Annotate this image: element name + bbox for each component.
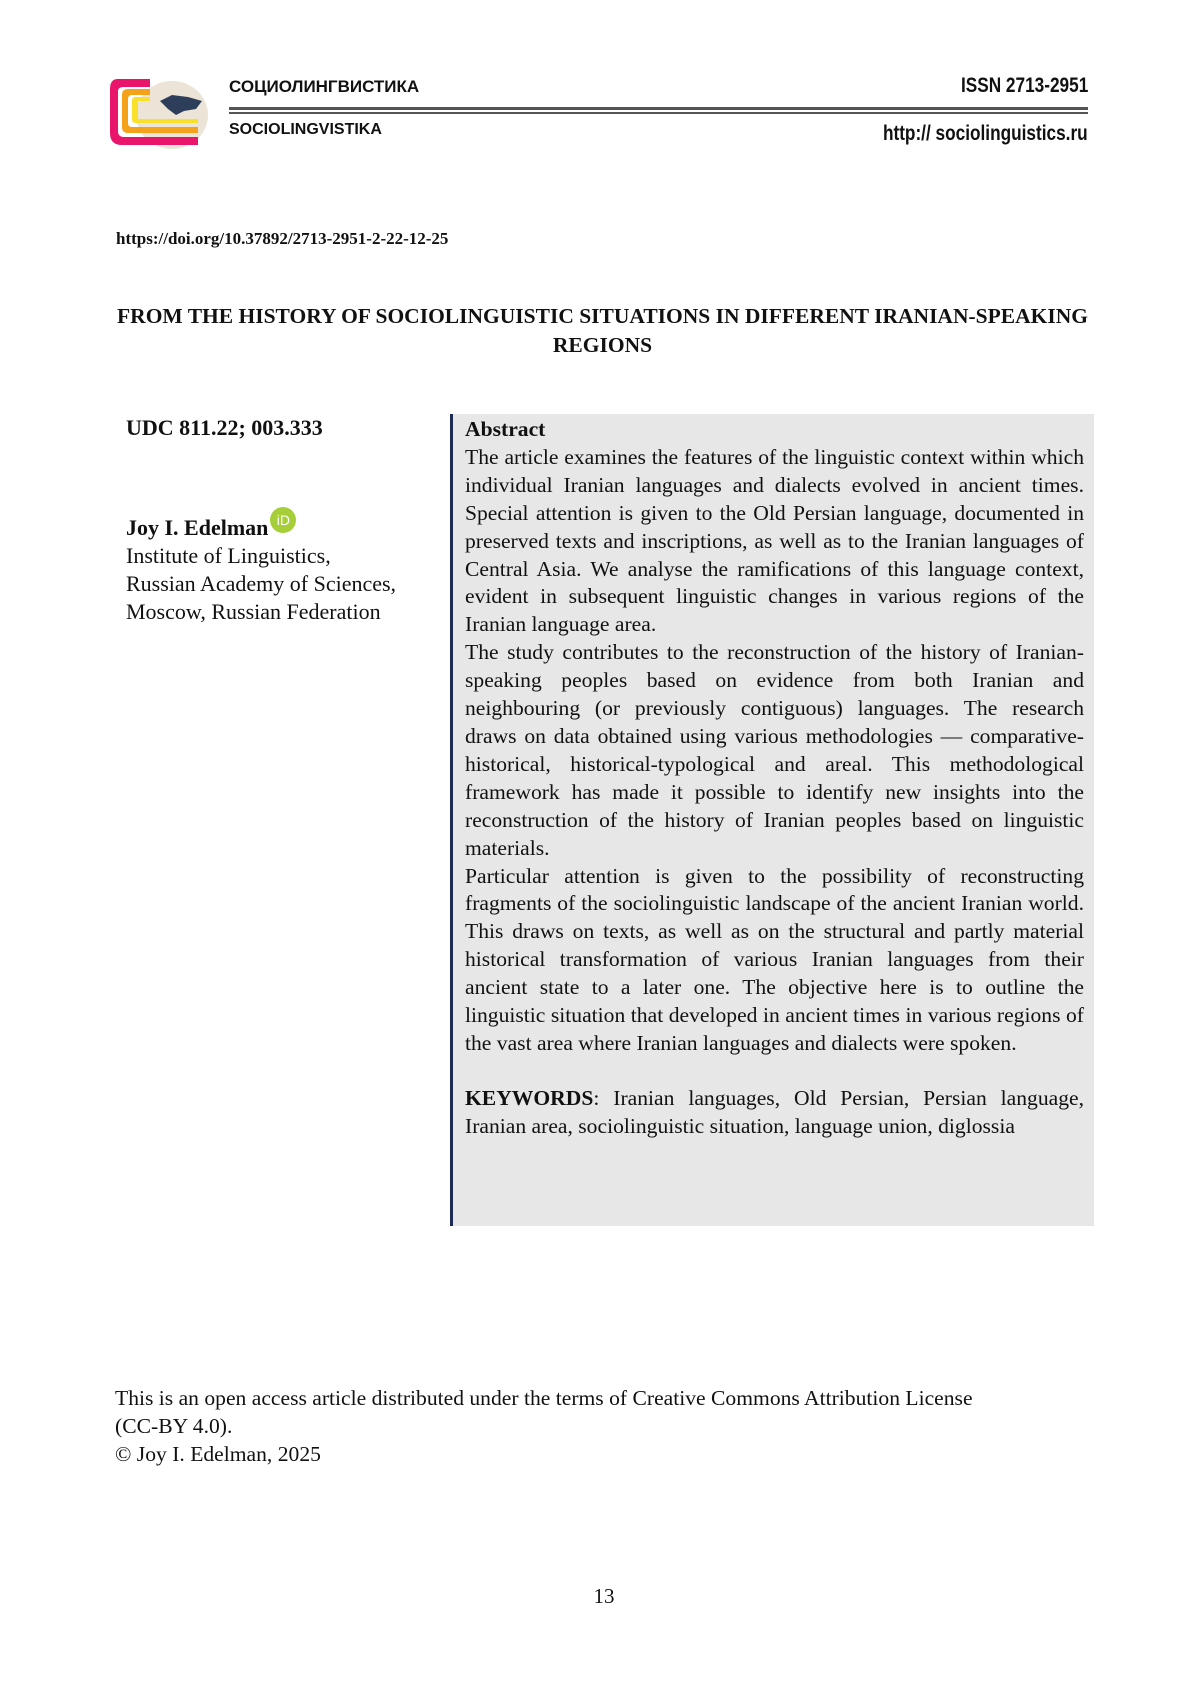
udc: UDC 811.22; 003.333 bbox=[126, 415, 323, 440]
keywords-label: KEYWORDS bbox=[465, 1085, 594, 1110]
journal-logo bbox=[110, 75, 210, 149]
abstract-heading: Abstract bbox=[465, 417, 546, 441]
footer bbox=[115, 1384, 1015, 1468]
issn: ISSN 2713-2951 bbox=[960, 74, 1088, 97]
keywords bbox=[465, 1085, 1084, 1141]
article-title: FROM THE HISTORY OF SOCIOLINGUISTIC SITUATIONS IN DIFFERENT IRANIAN-SPEAKING REGIONS bbox=[117, 304, 1088, 357]
journal-name-ru: СОЦИОЛИНГВИСТИКА bbox=[229, 77, 420, 96]
author-block bbox=[126, 507, 416, 626]
author-name: Joy I. Edelman bbox=[126, 515, 269, 540]
journal-name-en: SOCIOLINGVISTIKA bbox=[229, 121, 382, 138]
abstract-paragraph: The study contributes to the reconstruction of the history of Iranian-speaking peoples based on evidence from both Iranian and neighbouring (or previously contiguous) languages. The research draws on data obtained using various methodologies — comparative-historical, historical-typological and areal. This methodological framework has made it possible to identify new insights into the reconstruction of the history of Iranian peoples based on linguistic materials. bbox=[465, 640, 1084, 860]
header-rule bbox=[229, 107, 1088, 114]
license-note: This is an open access article distributed under the terms of Creative Commons Attribution License (CC-BY 4.0). bbox=[115, 1386, 973, 1438]
keywords-list: : Iranian languages, Old Persian, Persian language, Iranian area, sociolinguistic situation, language union, diglossia bbox=[465, 1085, 1084, 1138]
page-number: 13 bbox=[593, 1584, 615, 1608]
journal-url[interactable]: http:// sociolinguistics.ru bbox=[883, 122, 1088, 145]
orcid-icon[interactable]: iD bbox=[270, 507, 296, 533]
doi-link[interactable]: https://doi.org/10.37892/2713-2951-2-22-12-25 bbox=[116, 229, 449, 248]
abstract-paragraph: The article examines the features of the linguistic context within which individual Iranian languages and dialects evolved in ancient times. Special attention is given to the Old Persian language, documented in preserved texts and inscriptions, as well as to the Iranian languages of Central Asia. We analyse the ramifications of this language context, evident in subsequent linguistic changes in various regions of the Iranian language area. bbox=[465, 444, 1084, 637]
abstract-box bbox=[450, 414, 1094, 1226]
abstract-paragraph: Particular attention is given to the possibility of reconstructing fragments of the sociolinguistic landscape of the ancient Iranian world. This draws on texts, as well as on the structural and partly material historical transformation of various Iranian languages from their ancient state to a later one. The objective here is to outline the linguistic situation that developed in ancient times in various regions of the vast area where Iranian languages and dialects were spoken. bbox=[465, 863, 1084, 1055]
copyright: © Joy I. Edelman, 2025 bbox=[115, 1442, 321, 1466]
author-affiliation: Institute of Linguistics, Russian Academy of Sciences, Moscow, Russian Federation bbox=[126, 543, 397, 624]
